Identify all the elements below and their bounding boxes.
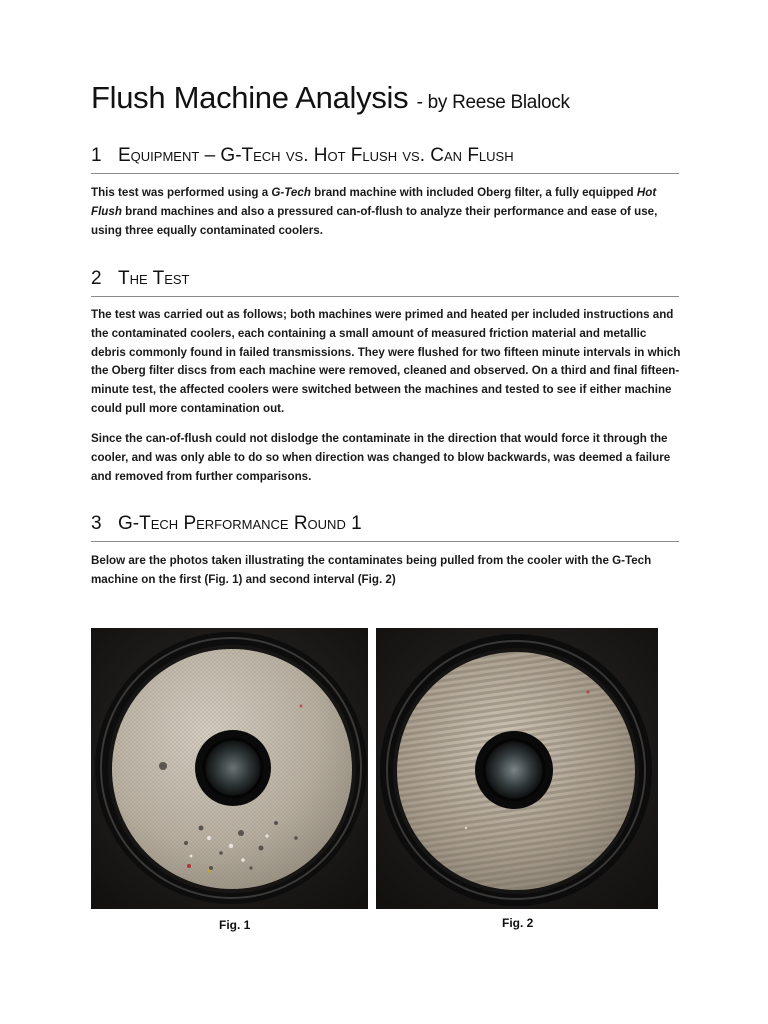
section-1-heading (91, 145, 679, 174)
section-1-paragraph (91, 184, 681, 240)
section-2-heading (91, 268, 679, 297)
brand-g-tech: G-Tech (271, 186, 311, 199)
filter-disc-1-image (91, 628, 368, 909)
section-2-paragraph-2: Since the can-of-flush could not dislodge the contaminate in the direction that would force it through the cooler, and was only able to do so when direction was changed to blow backwards, was deemed a failure and removed from further comparisons. (91, 432, 671, 483)
figure-1-photo (91, 628, 368, 909)
brand-hot-flush: Hot Flush (91, 186, 657, 218)
title-text: Flush Machine Analysis (91, 80, 409, 115)
section-1-title: Equipment – G-Tech vs. Hot Flush vs. Can Flush (118, 145, 514, 166)
document-title (91, 80, 570, 116)
filter-disc-2-image (376, 628, 658, 909)
section-3-heading (91, 513, 679, 542)
text-run: brand machine with included Oberg filter, a fully equipped (310, 186, 637, 199)
section-3-paragraph: Below are the photos taken illustrating the contaminates being pulled from the cooler with the G-Tech machine on the first (Fig. 1) and second interval (Fig. 2) (91, 554, 652, 586)
figure-1-caption: Fig. 1 (219, 918, 251, 932)
text-run: This test was performed using a (91, 186, 272, 199)
byline: - by Reese Blalock (416, 92, 570, 113)
section-2-paragraph-1: The test was carried out as follows; both machines were primed and heated per included instructions and the contaminated coolers, each containing a small amount of measured friction material and metallic debris commonly found in failed transmissions. They were flushed for two fifteen minute intervals in which the Oberg filter discs from each machine were removed, cleaned and observed. On a third and final fifteen-minute test, the affected coolers were switched between the machines and tested to see if either machine could pull more contamination out. (91, 308, 681, 415)
section-3-title: G-Tech Performance Round 1 (118, 513, 362, 534)
section-2-title: The Test (118, 268, 190, 289)
section-1-number: 1 (91, 145, 102, 166)
text-run: brand machines and also a pressured can-of-flush to analyze their performance and ease of use, using three equally contaminated coolers. (91, 204, 658, 237)
figure-2-photo (376, 628, 658, 909)
section-3-number: 3 (91, 513, 102, 534)
figure-2-caption: Fig. 2 (502, 916, 534, 930)
section-2-number: 2 (91, 268, 102, 289)
